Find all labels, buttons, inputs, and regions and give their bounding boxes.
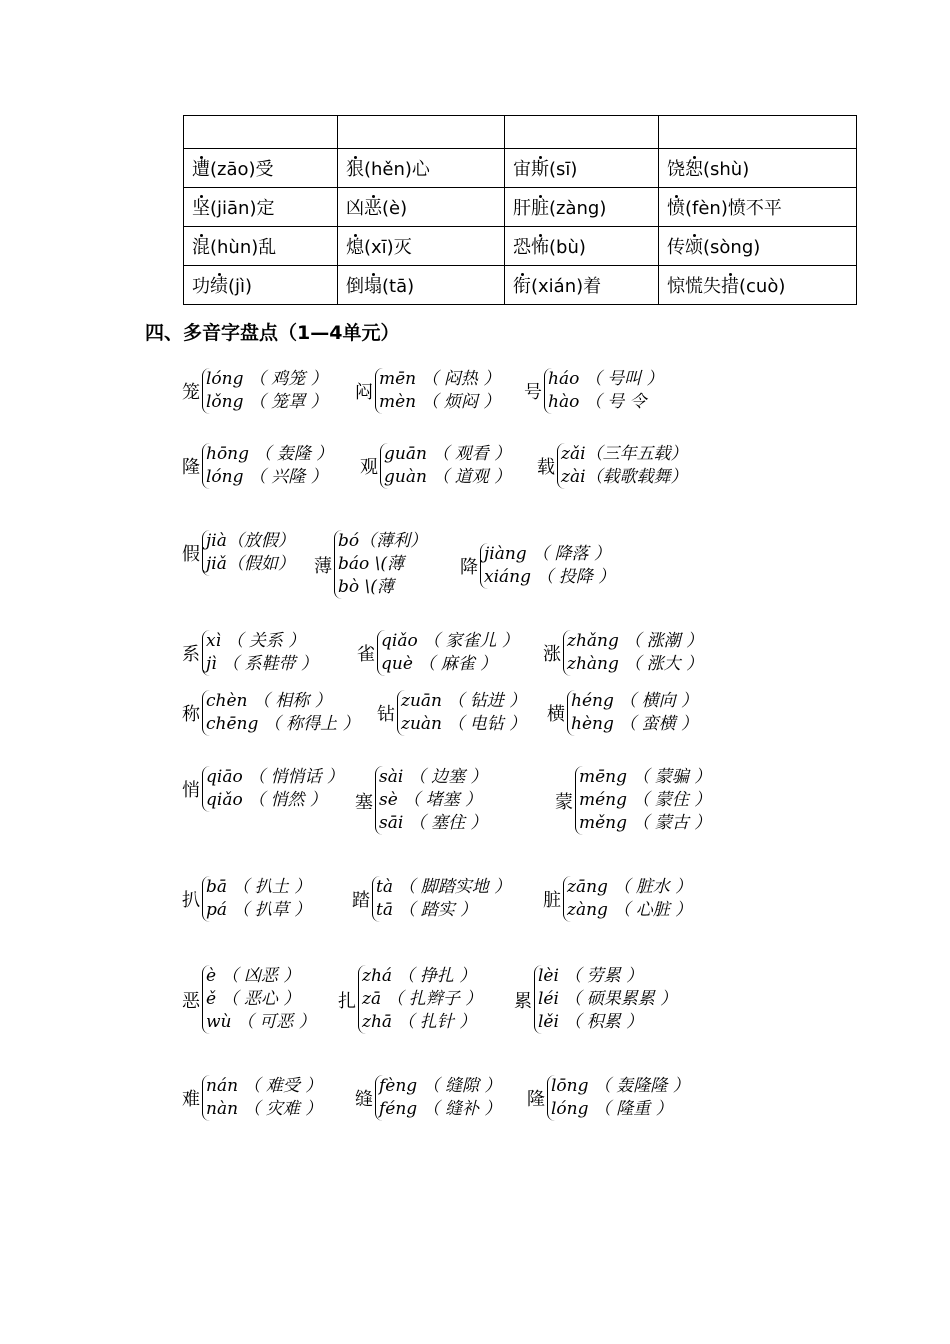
polyphone-group bbox=[338, 965, 482, 1034]
reading-line: lōng （ 轰隆隆 ） bbox=[551, 1076, 690, 1096]
reading-line: zāng （ 脏水 ） bbox=[567, 877, 693, 897]
reading-line: sāi （ 塞住 ） bbox=[379, 813, 488, 833]
polyphone-group bbox=[355, 368, 500, 414]
reading-list bbox=[358, 965, 482, 1034]
reading-list bbox=[202, 368, 328, 414]
table-cell: 肝脏(zàng) bbox=[505, 188, 659, 227]
reading-list bbox=[563, 876, 692, 922]
reading-line: lóng （ 鸡笼 ） bbox=[206, 369, 328, 389]
reading-line: féng （ 缝补 ） bbox=[379, 1099, 502, 1119]
table-cell: 衔(xián)着 bbox=[505, 266, 659, 305]
polyphone-char: 恶 bbox=[182, 990, 200, 1012]
polyphone-group bbox=[314, 530, 427, 599]
reading-line: hào （ 号 令 bbox=[548, 392, 647, 412]
polyphone-group bbox=[543, 876, 692, 922]
reading-line: mēn （ 闷热 ） bbox=[379, 369, 501, 389]
polyphone-char: 观 bbox=[360, 457, 378, 478]
polyphone-group bbox=[514, 965, 677, 1034]
polyphone-group bbox=[355, 766, 488, 835]
reading-line: zài（载歌载舞） bbox=[561, 467, 688, 487]
reading-list bbox=[202, 876, 311, 922]
polyphone-char: 塞 bbox=[355, 791, 373, 813]
polyphone-char: 蒙 bbox=[555, 791, 573, 813]
reading-list bbox=[375, 766, 488, 835]
polyphone-char: 降 bbox=[460, 557, 478, 578]
polyphone-group bbox=[357, 630, 519, 676]
reading-line: tà （ 脚踏实地 ） bbox=[376, 877, 512, 897]
reading-line: lěi （ 积累 ） bbox=[538, 1012, 644, 1032]
reading-line: chèn （ 相称 ） bbox=[206, 691, 332, 711]
polyphone-group bbox=[182, 630, 318, 676]
reading-list bbox=[557, 443, 688, 489]
reading-list bbox=[202, 443, 333, 489]
reading-line: hèng （ 蛮横 ） bbox=[571, 714, 699, 734]
polyphone-group bbox=[547, 690, 698, 736]
reading-list bbox=[202, 630, 318, 676]
reading-list bbox=[202, 965, 316, 1034]
polyphone-char: 假 bbox=[182, 544, 200, 565]
reading-list bbox=[544, 368, 664, 414]
table-cell: 熄(xī)灭 bbox=[338, 227, 505, 266]
reading-line: guàn （ 道观 ） bbox=[384, 467, 512, 487]
reading-line: tā （ 踏实 ） bbox=[376, 900, 478, 920]
reading-line: báo \(薄 bbox=[338, 554, 405, 574]
reading-list bbox=[375, 1075, 501, 1121]
reading-list bbox=[377, 630, 519, 676]
reading-list bbox=[202, 1075, 322, 1121]
polyphone-char: 称 bbox=[182, 704, 200, 725]
reading-line: xì （ 关系 ） bbox=[206, 631, 306, 651]
reading-line: bā （ 扒土 ） bbox=[206, 877, 312, 897]
reading-list bbox=[563, 630, 703, 676]
reading-line: nàn （ 灾难 ） bbox=[206, 1099, 323, 1119]
table-row bbox=[184, 116, 857, 149]
polyphone-char: 隆 bbox=[182, 457, 200, 478]
reading-list bbox=[547, 1075, 690, 1121]
reading-line: què （ 麻雀 ） bbox=[381, 654, 498, 674]
reading-line: zhá （ 挣扎 ） bbox=[362, 966, 477, 986]
reading-line: pá （ 扒草 ） bbox=[206, 900, 312, 920]
polyphone-group bbox=[360, 443, 511, 489]
table-row bbox=[184, 227, 857, 266]
polyphone-char: 系 bbox=[182, 644, 200, 665]
polyphone-char: 脏 bbox=[543, 890, 561, 911]
polyphone-char: 横 bbox=[547, 704, 565, 725]
polyphone-char: 踏 bbox=[352, 890, 370, 911]
reading-line: léi （ 硕果累累 ） bbox=[538, 989, 678, 1009]
reading-list bbox=[202, 690, 360, 736]
table-row bbox=[184, 188, 857, 227]
polyphone-char: 雀 bbox=[357, 644, 375, 665]
reading-line: sài （ 边塞 ） bbox=[379, 767, 488, 787]
reading-list bbox=[397, 690, 526, 736]
reading-line: wù （ 可恶 ） bbox=[206, 1012, 316, 1032]
polyphone-char: 悄 bbox=[182, 780, 200, 801]
reading-line: mèn （ 烦闷 ） bbox=[379, 392, 501, 412]
reading-list bbox=[372, 876, 511, 922]
polyphone-char: 难 bbox=[182, 1089, 200, 1110]
reading-line: chēng （ 称得上 ） bbox=[206, 714, 360, 734]
reading-list bbox=[567, 690, 698, 736]
reading-line: nán （ 难受 ） bbox=[206, 1076, 323, 1096]
polyphone-group bbox=[182, 530, 295, 576]
table-cell: 凶恶(è) bbox=[338, 188, 505, 227]
table-cell: 混(hùn)乱 bbox=[184, 227, 338, 266]
reading-line: zhàng （ 涨大 ） bbox=[567, 654, 704, 674]
polyphone-group bbox=[524, 368, 664, 414]
reading-line: héng （ 横向 ） bbox=[571, 691, 699, 711]
polyphone-group bbox=[527, 1075, 690, 1121]
polyphone-char: 闷 bbox=[355, 382, 373, 403]
polyphone-char: 隆 bbox=[527, 1089, 545, 1110]
polyphone-char: 缝 bbox=[355, 1089, 373, 1110]
table-cell: 饶恕(shù) bbox=[659, 149, 857, 188]
table-cell: 坚(jiān)定 bbox=[184, 188, 338, 227]
reading-line: è （ 凶恶 ） bbox=[206, 966, 301, 986]
reading-line: xiáng （ 投降 ） bbox=[484, 567, 616, 587]
table-row bbox=[184, 266, 857, 305]
reading-line: qiāo （ 悄悄话 ） bbox=[206, 767, 344, 787]
reading-line: lóng （ 兴隆 ） bbox=[206, 467, 328, 487]
polyphone-char: 薄 bbox=[314, 555, 332, 577]
reading-list bbox=[202, 530, 295, 576]
reading-list bbox=[480, 543, 615, 589]
reading-line: jià（放假） bbox=[206, 531, 295, 551]
polyphone-char: 号 bbox=[524, 382, 542, 403]
reading-line: sè （ 堵塞 ） bbox=[379, 790, 482, 810]
polyphone-group bbox=[182, 876, 311, 922]
polyphone-char: 载 bbox=[537, 457, 555, 478]
reading-list bbox=[534, 965, 677, 1034]
reading-list bbox=[575, 766, 711, 835]
reading-line: lǒng （ 笼罩 ） bbox=[206, 392, 328, 412]
reading-line: jiǎ（假如） bbox=[206, 554, 295, 574]
reading-line: měng （ 蒙古 ） bbox=[579, 813, 712, 833]
reading-list bbox=[202, 766, 344, 812]
polyphone-group bbox=[182, 965, 316, 1034]
reading-line: zuān （ 钻进 ） bbox=[401, 691, 527, 711]
reading-line: fèng （ 缝隙 ） bbox=[379, 1076, 502, 1096]
polyphone-group bbox=[182, 1075, 322, 1121]
table-cell: 惊慌失措(cuò) bbox=[659, 266, 857, 305]
table-cell: 传颂(sòng) bbox=[659, 227, 857, 266]
reading-line: zǎi（三年五载） bbox=[561, 444, 688, 464]
reading-line: qiǎo （ 悄然 ） bbox=[206, 790, 327, 810]
reading-line: guān （ 观看 ） bbox=[384, 444, 512, 464]
polyphone-group bbox=[182, 368, 328, 414]
reading-list bbox=[334, 530, 427, 599]
polyphone-group bbox=[537, 443, 688, 489]
reading-line: háo （ 号叫 ） bbox=[548, 369, 664, 389]
reading-line: bò \(薄 bbox=[338, 577, 394, 597]
reading-line: ě （ 恶心 ） bbox=[206, 989, 301, 1009]
reading-line: jì （ 系鞋带 ） bbox=[206, 654, 318, 674]
polyphone-group bbox=[355, 1075, 501, 1121]
table-row bbox=[184, 149, 857, 188]
reading-line: zā （ 扎辫子 ） bbox=[362, 989, 483, 1009]
reading-line: zhǎng （ 涨潮 ） bbox=[567, 631, 704, 651]
reading-line: mēng （ 蒙骗 ） bbox=[579, 767, 712, 787]
table-cell: 恐怖(bù) bbox=[505, 227, 659, 266]
polyphone-char: 涨 bbox=[543, 644, 561, 665]
reading-line: jiàng （ 降落 ） bbox=[484, 544, 611, 564]
polyphone-char: 笼 bbox=[182, 382, 200, 403]
table-cell: 功绩(jì) bbox=[184, 266, 338, 305]
reading-list bbox=[380, 443, 511, 489]
polyphone-char: 累 bbox=[514, 990, 532, 1012]
polyphone-group bbox=[460, 543, 615, 589]
reading-line: zàng （ 心脏 ） bbox=[567, 900, 693, 920]
table-cell: 狠(hěn)心 bbox=[338, 149, 505, 188]
section-title: 四、多音字盘点（1—4单元） bbox=[145, 322, 400, 344]
polyphone-char: 扎 bbox=[338, 990, 356, 1012]
polyphone-group bbox=[377, 690, 526, 736]
reading-list bbox=[375, 368, 500, 414]
polyphone-group bbox=[352, 876, 511, 922]
reading-line: hōng （ 轰隆 ） bbox=[206, 444, 334, 464]
table-cell: 愤(fèn)愤不平 bbox=[659, 188, 857, 227]
reading-line: bó（薄利） bbox=[338, 531, 428, 551]
table-cell: 倒塌(tā) bbox=[338, 266, 505, 305]
reading-line: lèi （ 劳累 ） bbox=[538, 966, 644, 986]
table-cell: 宙斯(sī) bbox=[505, 149, 659, 188]
polyphone-char: 钻 bbox=[377, 704, 395, 725]
polyphone-group bbox=[182, 766, 344, 812]
reading-line: qiǎo （ 家雀儿 ） bbox=[381, 631, 519, 651]
polyphone-group bbox=[555, 766, 711, 835]
reading-line: zuàn （ 电钻 ） bbox=[401, 714, 527, 734]
table-cell: 遭(zāo)受 bbox=[184, 149, 338, 188]
polyphone-group bbox=[182, 690, 360, 736]
reading-line: méng （ 蒙住 ） bbox=[579, 790, 712, 810]
reading-line: lóng （ 隆重 ） bbox=[551, 1099, 673, 1119]
polyphone-group bbox=[182, 443, 333, 489]
polyphone-group bbox=[543, 630, 703, 676]
pinyin-table bbox=[183, 115, 857, 305]
reading-line: zhā （ 扎针 ） bbox=[362, 1012, 477, 1032]
polyphone-char: 扒 bbox=[182, 890, 200, 911]
